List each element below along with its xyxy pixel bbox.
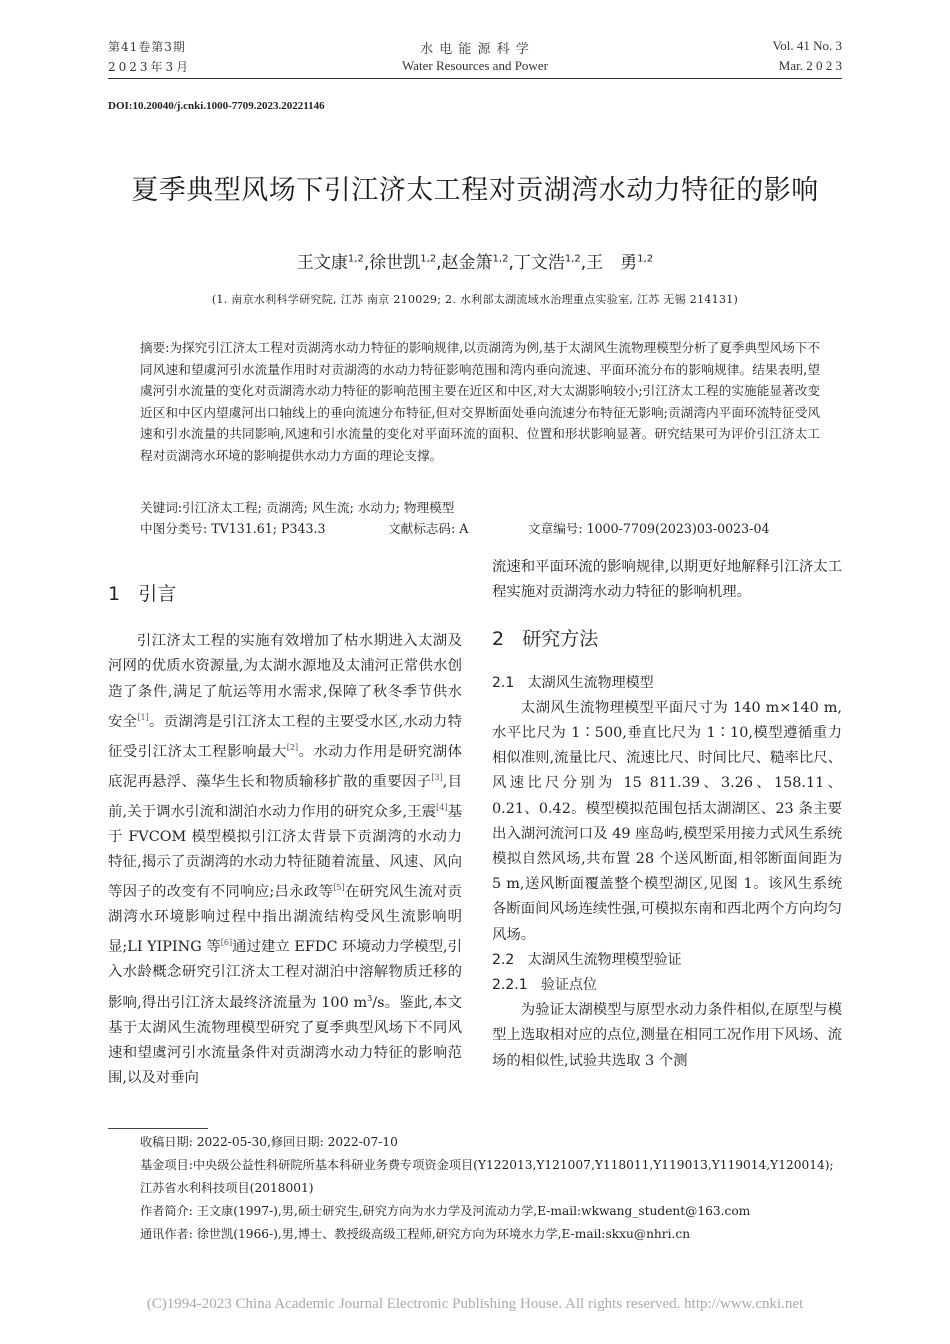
left-column — [108, 582, 462, 1091]
author: 王文康 — [296, 253, 348, 273]
subsection-number: 2.2 — [492, 951, 515, 968]
received-date: 收稿日期: 2022-05-30,修回日期: 2022-07-10 — [140, 1135, 398, 1149]
article-number: 文章编号: 1000-7709(2023)03-0023-04 — [528, 521, 770, 536]
subsection-number: 2.1 — [492, 674, 515, 691]
section-number: 2 — [492, 628, 505, 651]
section-1-heading — [108, 582, 462, 607]
header-date-cn: 2023年3月 — [108, 60, 192, 74]
text-run: 基于 FVCOM 模型模拟引江济太背景下贡湖湾的水动力特征,揭示了贡湖湾的水动力特征随着流量、风速、风向等因子的改变有不同响应;吕永政等 — [108, 803, 462, 901]
citation: [6] — [220, 938, 233, 948]
author-affiliation: 1,2 — [492, 253, 509, 265]
author: 王 勇 — [586, 253, 638, 273]
section-title: 引言 — [138, 583, 177, 605]
text-run: 在研究风生流对贡湖湾水环境影响过程中指出湖流结构受风生流影响明显;LI YIPING 等 — [108, 884, 462, 956]
text-run: 通过建立 EFDC 环境动力学模型,引入水龄概念研究引江济太工程对湖泊中溶解物质迁移的影响,得出引江济太最终济流量为 100 m — [108, 939, 462, 1011]
subsection-title: 太湖风生流物理模型验证 — [527, 951, 682, 968]
text-run: 引江济太工程的实施有效增加了枯水期进入太湖及河网的优质水资源量,为太湖水源地及太浦河正常供水创造了条件,满足了航运等用水需求,保障了秋冬季节供水安全 — [108, 633, 462, 730]
header-vol-en: Vol. 41 No. 3 — [772, 38, 842, 53]
subsection-title: 验证点位 — [540, 977, 597, 994]
section-2-heading — [492, 627, 842, 652]
author-affiliation: 1,2 — [347, 253, 364, 265]
author-bio: 作者简介: 王文康(1997-),男,硕士研究生,研究方向为水力学及河流动力学,E-mail:wkwang_student@163.com — [140, 1204, 751, 1218]
header-journal-cn: 水 电 能 源 科 学 — [420, 42, 530, 57]
document-code: 文献标志码: A — [388, 521, 469, 536]
clc-number: 中图分类号: TV131.61; P343.3 — [140, 521, 326, 536]
header-date-en: Mar. 2 0 2 3 — [778, 58, 842, 73]
author-list: 王文康$^{1,2}$,徐世凯$^{1,2}$,赵金箫$^{1,2}$,丁文浩$^{1,2}$,王 勇$^{1,2}$ — [296, 253, 654, 273]
author: 丁文浩 — [513, 253, 565, 273]
text-run: 。水动力作用是研究湖体底泥再悬浮、藻华生长和物质输移扩散的重要因子 — [108, 743, 462, 790]
author: 徐世凯 — [369, 253, 421, 273]
doi: DOI:10.20040/j.cnki.1000-7709.2023.20221146 — [108, 100, 325, 112]
header-journal-en: Water Resources and Power — [402, 58, 548, 73]
fund-label: 基金项目: — [140, 1158, 193, 1172]
author-affiliation: 1,2 — [637, 253, 654, 265]
intro-paragraph-continued: 流速和平面环流的影响规律,以期更好地解释引江济太工程实施对贡湖湾水动力特征的影响机理。 — [492, 559, 842, 601]
subsection-2-2-1-heading — [492, 973, 842, 998]
keywords-text: 引江济太工程; 贡湖湾; 风生流; 水动力; 物理模型 — [182, 500, 455, 515]
subsection-2-1-heading — [492, 671, 842, 696]
keywords-label: 关键词: — [140, 500, 183, 515]
header-rule — [108, 78, 842, 79]
fund-info — [108, 1154, 842, 1200]
subsection-number: 2.2.1 — [492, 977, 528, 994]
abstract-label: 摘要: — [140, 340, 170, 355]
subsection-2-2-heading — [492, 948, 842, 973]
text-run: /s。鉴此,本文基于太湖风生流物理模型研究了夏季典型风场下不同风速和望虞河引水流量条件对贡湖湾水动力特征的影响范围,以及对垂向 — [108, 994, 462, 1087]
author-affiliation: 1,2 — [564, 253, 581, 265]
text-run: ,目前,关于调水引流和湖泊水动力作用的研究众多,王震 — [108, 773, 462, 820]
validation-paragraph: 为验证太湖模型与原型水动力条件相似,在原型与模型上选取相对应的点位,测量在相同工况作用下风场、流场的相似性,试验共选取 3 个测 — [492, 1002, 842, 1069]
intro-paragraph — [108, 629, 462, 1091]
model-paragraph: 太湖风生流物理模型平面尺寸为 140 m×140 m,水平比尺为 1∶500,垂直比尺为 1∶10,模型遵循重力相似准则,流量比尺、流速比尺、时间比尺、糙率比尺、风速比尺分别为 15 811.39、3.26、158.11、0.21、0.42。模型模拟范围包括太湖湖区、23 条主要出入湖河流河口及 49 座岛屿,模型采用接力式风生系统模拟自然风场,共布置 28 个送风断面,相邻断面间距为 5 m,送风断面覆盖整个模型湖区,见图 1。该风生系统各断面间风场连续性强,可模拟东南和西北两个方向均匀风场。 — [492, 699, 842, 943]
citation: [1] — [137, 712, 149, 722]
paper-title: 夏季典型风场下引江济太工程对贡湖湾水动力特征的影响 — [131, 175, 819, 206]
affiliations: (1. 南京水利科学研究院, 江苏 南京 210029; 2. 水利部太湖流域水治理重点实验室, 江苏 无锡 214131) — [211, 293, 739, 306]
superscript: 3 — [367, 993, 373, 1003]
header-volume: 第41卷第3期 — [108, 40, 186, 54]
right-column — [492, 555, 842, 1074]
section-number: 1 — [108, 583, 121, 605]
footnote-rule — [108, 1128, 208, 1129]
section-title: 研究方法 — [522, 628, 599, 651]
abstract-text: 为探究引江济太工程对贡湖湾水动力特征的影响规律,以贡湖湾为例,基于太湖风生流物理模型分析了夏季典型风场下不同风速和望虞河引水流量作用时对贡湖湾的水动力特征影响范围和湾内垂向流速、平面环流分布的影响规律。结果表明,望虞河引水流量的变化对贡湖湾水动力特征的影响范围主要在近区和中区,对大太湖影响较小;引江济太工程的实施能显著改变近区和中区内望虞河出口轴线上的垂向流速分布特征,但对交界断面处垂向流速分布特征无影响;贡湖湾内平面环流特征受风速和引水流量的共同影响,风速和引水流量的变化对平面环流的面积、位置和形状影响显著。研究结果可为评价引江济太工程对贡湖湾水环境的影响提供水动力方面的理论支撑。 — [140, 340, 820, 463]
keywords — [140, 497, 454, 516]
corresponding-author: 通讯作者: 徐世凯(1966-),男,博士、教授级高级工程师,研究方向为环境水力学,E-mail:skxu@nhri.cn — [140, 1227, 691, 1241]
citation: [5] — [333, 883, 345, 893]
copyright-line: (C)1994-2023 China Academic Journal Electronic Publishing House. All rights reserved. http://www.cnki.net — [146, 1296, 804, 1312]
footnote-block — [108, 1131, 842, 1246]
subsection-title: 太湖风生流物理模型 — [527, 674, 654, 691]
citation: [2] — [286, 742, 299, 752]
author: 赵金箫 — [441, 253, 493, 273]
text-run: 。贡湖湾是引江济太工程的主要受水区,水动力特征受引江济太工程影响最大 — [108, 713, 462, 760]
abstract — [140, 337, 820, 466]
citation: [3] — [431, 772, 443, 782]
citation: [4] — [436, 802, 448, 812]
fund-text: 中央级公益性科研院所基本科研业务费专项资金项目(Y122013,Y121007,Y118011,Y119013,Y119014,Y120014);江苏省水利科技项目(2018001) — [140, 1158, 834, 1195]
author-affiliation: 1,2 — [420, 253, 437, 265]
